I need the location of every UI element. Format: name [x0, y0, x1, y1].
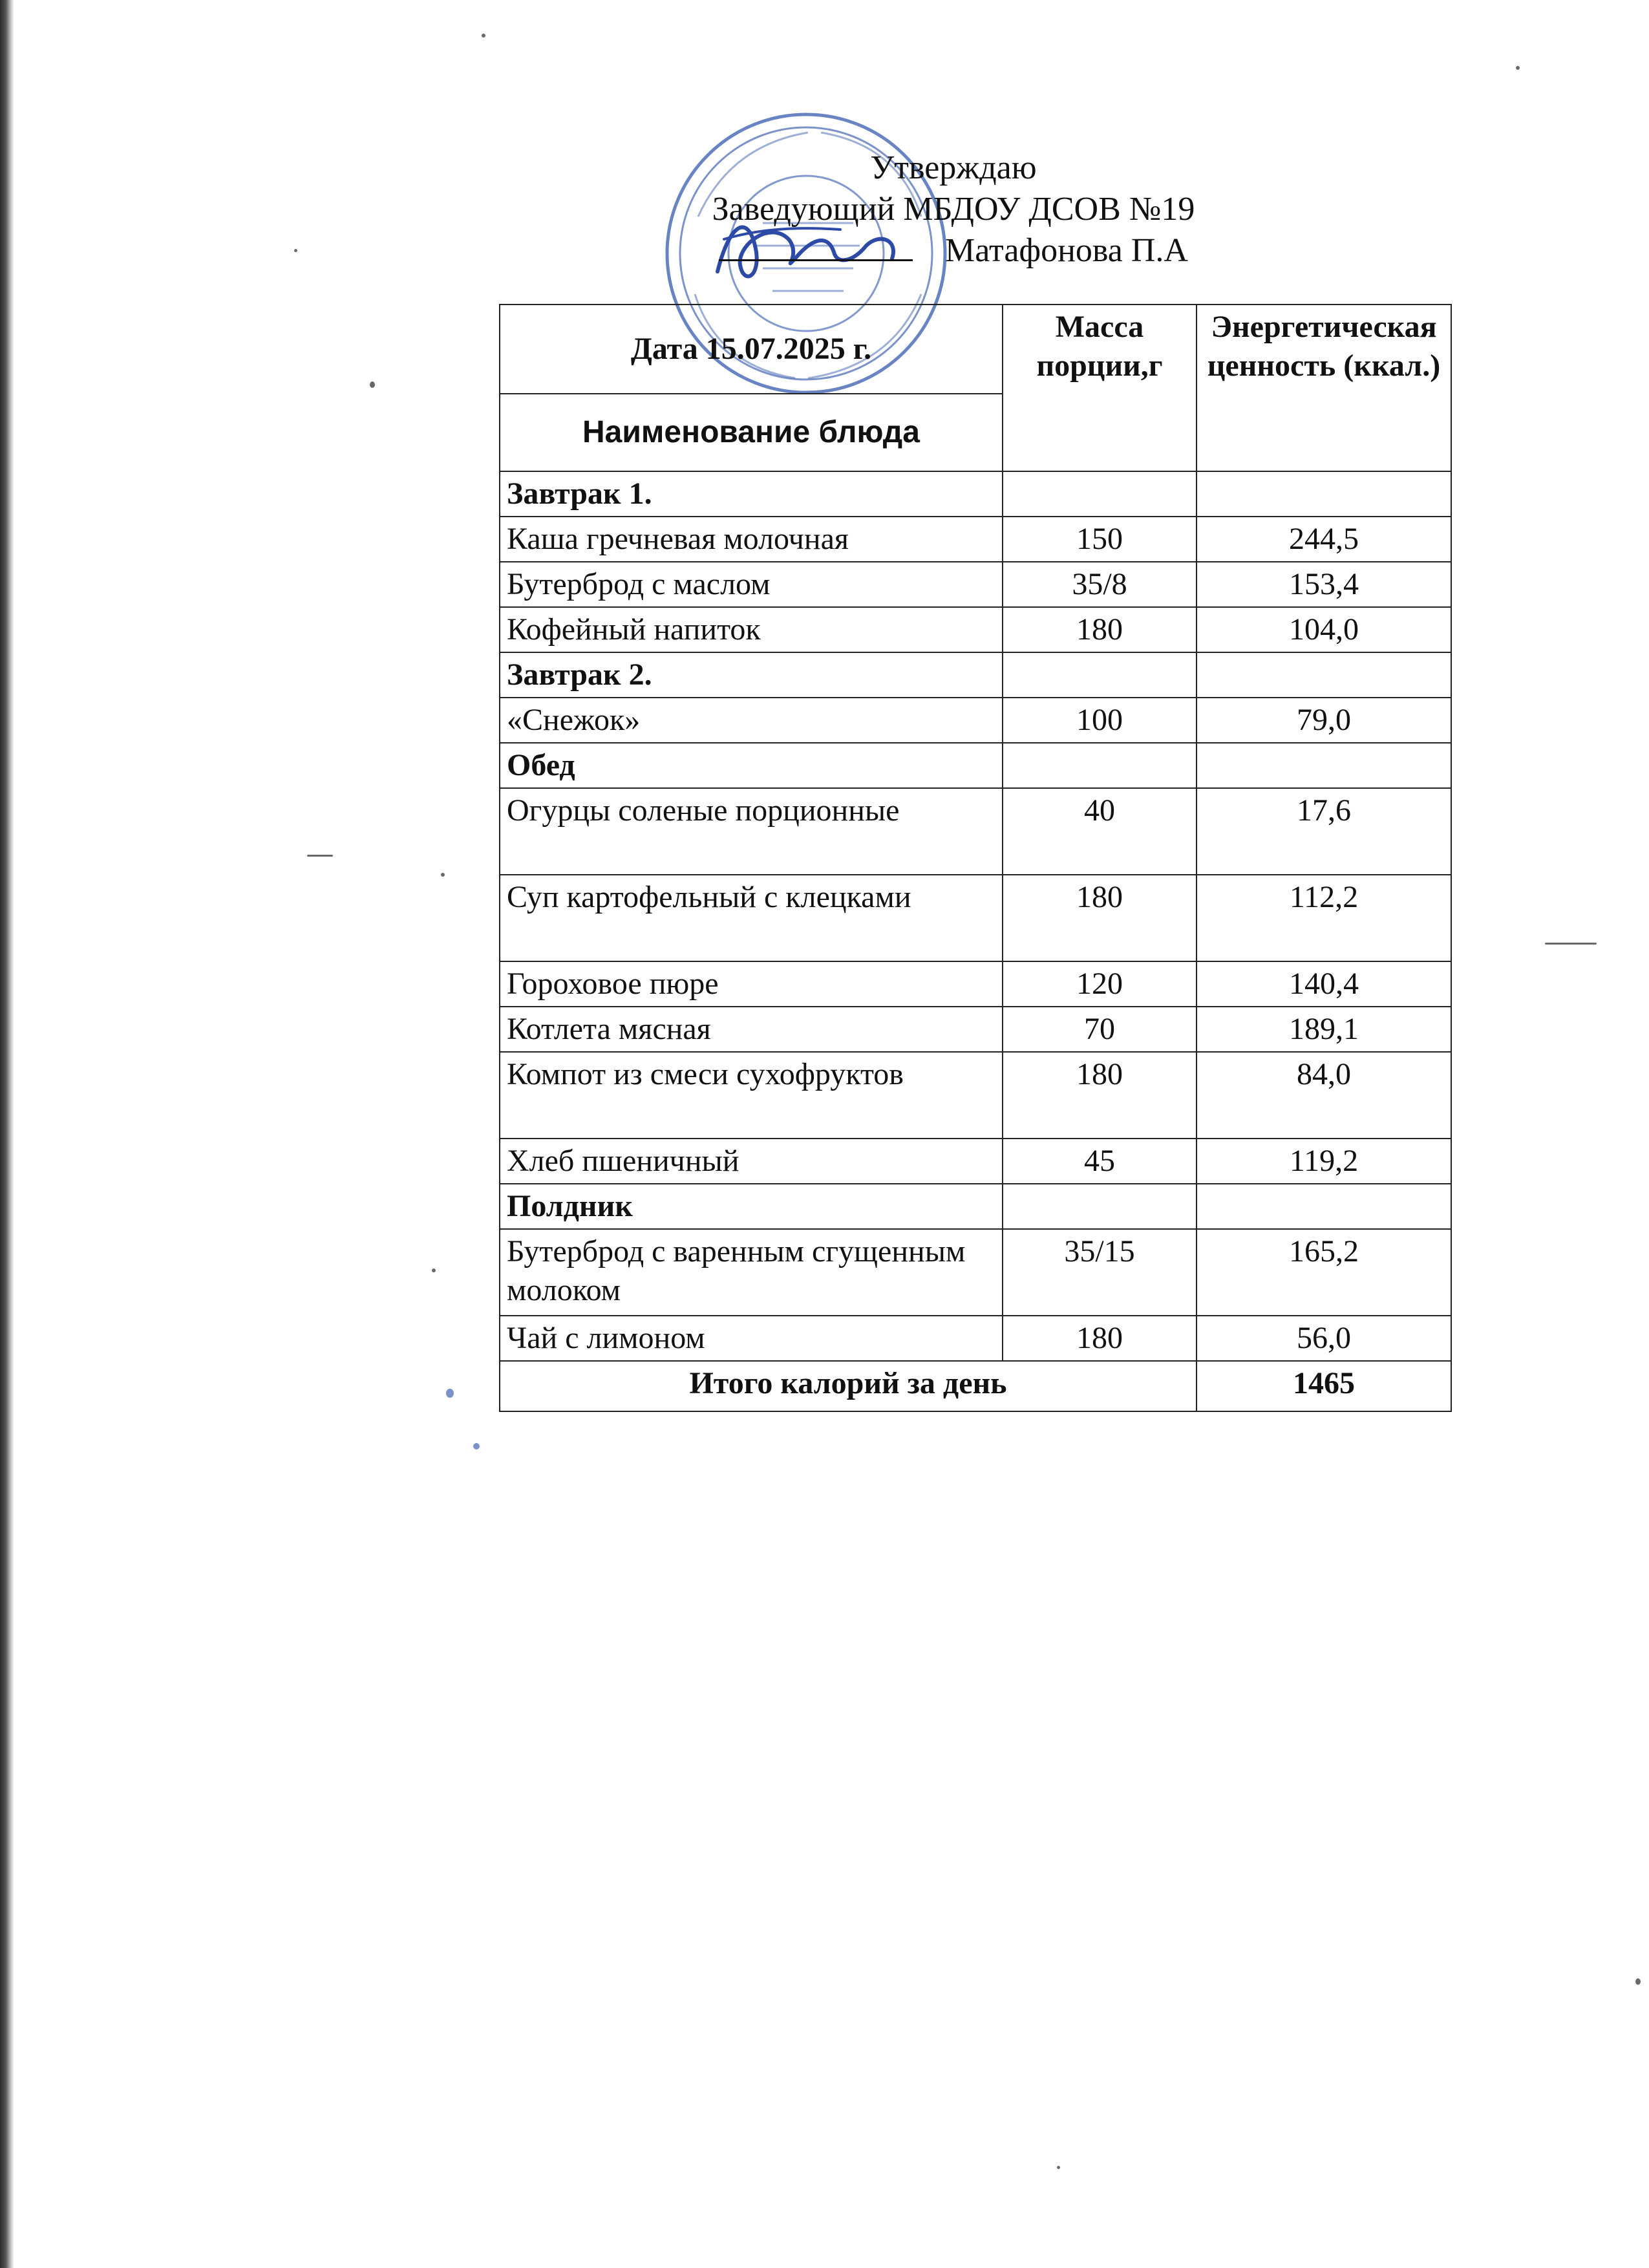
dish-name-cell: Котлета мясная	[500, 1007, 1003, 1052]
mass-cell: 35/8	[1003, 562, 1197, 607]
scan-speck	[432, 1268, 436, 1272]
mass-cell: 40	[1003, 788, 1197, 875]
mass-cell	[1003, 743, 1197, 788]
mass-cell: 180	[1003, 1316, 1197, 1361]
energy-cell: 84,0	[1197, 1052, 1451, 1139]
approval-block	[582, 147, 1325, 272]
dish-name-cell: Компот из смеси сухофруктов	[500, 1052, 1003, 1139]
energy-cell	[1197, 1184, 1451, 1229]
scan-speck	[441, 873, 445, 877]
section-title: Обед	[500, 743, 1003, 788]
total-row	[500, 1361, 1451, 1411]
approval-signer: Матафонова П.А	[945, 232, 1188, 269]
mass-cell: 180	[1003, 1052, 1197, 1139]
table-row	[500, 788, 1451, 875]
mass-cell	[1003, 652, 1197, 698]
mass-cell	[1003, 1184, 1197, 1229]
energy-header: Энергетическая ценность (ккал.)	[1197, 305, 1451, 471]
mass-cell: 100	[1003, 698, 1197, 743]
energy-cell: 17,6	[1197, 788, 1451, 875]
mass-cell: 45	[1003, 1139, 1197, 1184]
mass-cell: 180	[1003, 607, 1197, 652]
mass-cell: 70	[1003, 1007, 1197, 1052]
section-row	[500, 1184, 1451, 1229]
scan-speck	[1057, 2166, 1060, 2169]
scan-speck	[1516, 66, 1520, 70]
table-row	[500, 562, 1451, 607]
approval-title: Утверждаю	[870, 149, 1037, 186]
scan-speck	[294, 249, 297, 252]
section-title: Полдник	[500, 1184, 1003, 1229]
dish-name-cell: Суп картофельный с клецками	[500, 875, 1003, 961]
section-row	[500, 743, 1451, 788]
table-row	[500, 1229, 1451, 1316]
dish-name-cell: «Снежок»	[500, 698, 1003, 743]
energy-cell: 104,0	[1197, 607, 1451, 652]
dish-name-header: Наименование блюда	[500, 394, 1003, 471]
dish-name-cell: Чай с лимоном	[500, 1316, 1003, 1361]
dish-name-cell: Огурцы соленые порционные	[500, 788, 1003, 875]
total-value: 1465	[1197, 1361, 1451, 1411]
energy-cell	[1197, 652, 1451, 698]
mass-cell	[1003, 471, 1197, 517]
energy-cell: 79,0	[1197, 698, 1451, 743]
table-row	[500, 1052, 1451, 1139]
total-label: Итого калорий за день	[500, 1361, 1197, 1411]
section-row	[500, 652, 1451, 698]
energy-cell: 165,2	[1197, 1229, 1451, 1316]
energy-cell: 56,0	[1197, 1316, 1451, 1361]
energy-cell: 119,2	[1197, 1139, 1451, 1184]
scan-speck	[1635, 1978, 1641, 1985]
table-row	[500, 1316, 1451, 1361]
table-row	[500, 1007, 1451, 1052]
scan-speck	[370, 381, 375, 388]
dish-name-cell: Каша гречневая молочная	[500, 517, 1003, 562]
scan-speck	[1545, 943, 1597, 945]
scan-speck	[446, 1389, 454, 1398]
scan-speck	[482, 34, 485, 37]
dish-name-cell: Кофейный напиток	[500, 607, 1003, 652]
table-row	[500, 698, 1451, 743]
energy-cell	[1197, 471, 1451, 517]
mass-header: Масса порции,г	[1003, 305, 1197, 471]
mass-cell: 180	[1003, 875, 1197, 961]
menu-table	[499, 304, 1452, 1412]
section-title: Завтрак 1.	[500, 471, 1003, 517]
energy-cell: 189,1	[1197, 1007, 1451, 1052]
table-row	[500, 1139, 1451, 1184]
scan-speck	[307, 855, 333, 857]
dish-name-cell: Бутерброд с маслом	[500, 562, 1003, 607]
energy-cell: 244,5	[1197, 517, 1451, 562]
table-row	[500, 961, 1451, 1007]
energy-cell: 112,2	[1197, 875, 1451, 961]
dish-name-cell: Бутерброд с варенным сгущенным молоком	[500, 1229, 1003, 1316]
table-row	[500, 875, 1451, 961]
energy-cell: 153,4	[1197, 562, 1451, 607]
date-header: Дата 15.07.2025 г.	[500, 305, 1003, 394]
approval-signature-line	[582, 230, 1325, 272]
energy-cell: 140,4	[1197, 961, 1451, 1007]
table-row	[500, 607, 1451, 652]
section-row	[500, 471, 1451, 517]
header-row	[500, 305, 1451, 394]
approval-position: Заведующий МБДОУ ДСОВ №19	[712, 191, 1195, 228]
signature-blank	[719, 233, 913, 261]
table-row	[500, 517, 1451, 562]
section-title: Завтрак 2.	[500, 652, 1003, 698]
scan-edge-shadow	[0, 0, 14, 2268]
mass-cell: 35/15	[1003, 1229, 1197, 1316]
mass-cell: 120	[1003, 961, 1197, 1007]
mass-cell: 150	[1003, 517, 1197, 562]
dish-name-cell: Хлеб пшеничный	[500, 1139, 1003, 1184]
scan-speck	[473, 1443, 480, 1450]
dish-name-cell: Гороховое пюре	[500, 961, 1003, 1007]
energy-cell	[1197, 743, 1451, 788]
